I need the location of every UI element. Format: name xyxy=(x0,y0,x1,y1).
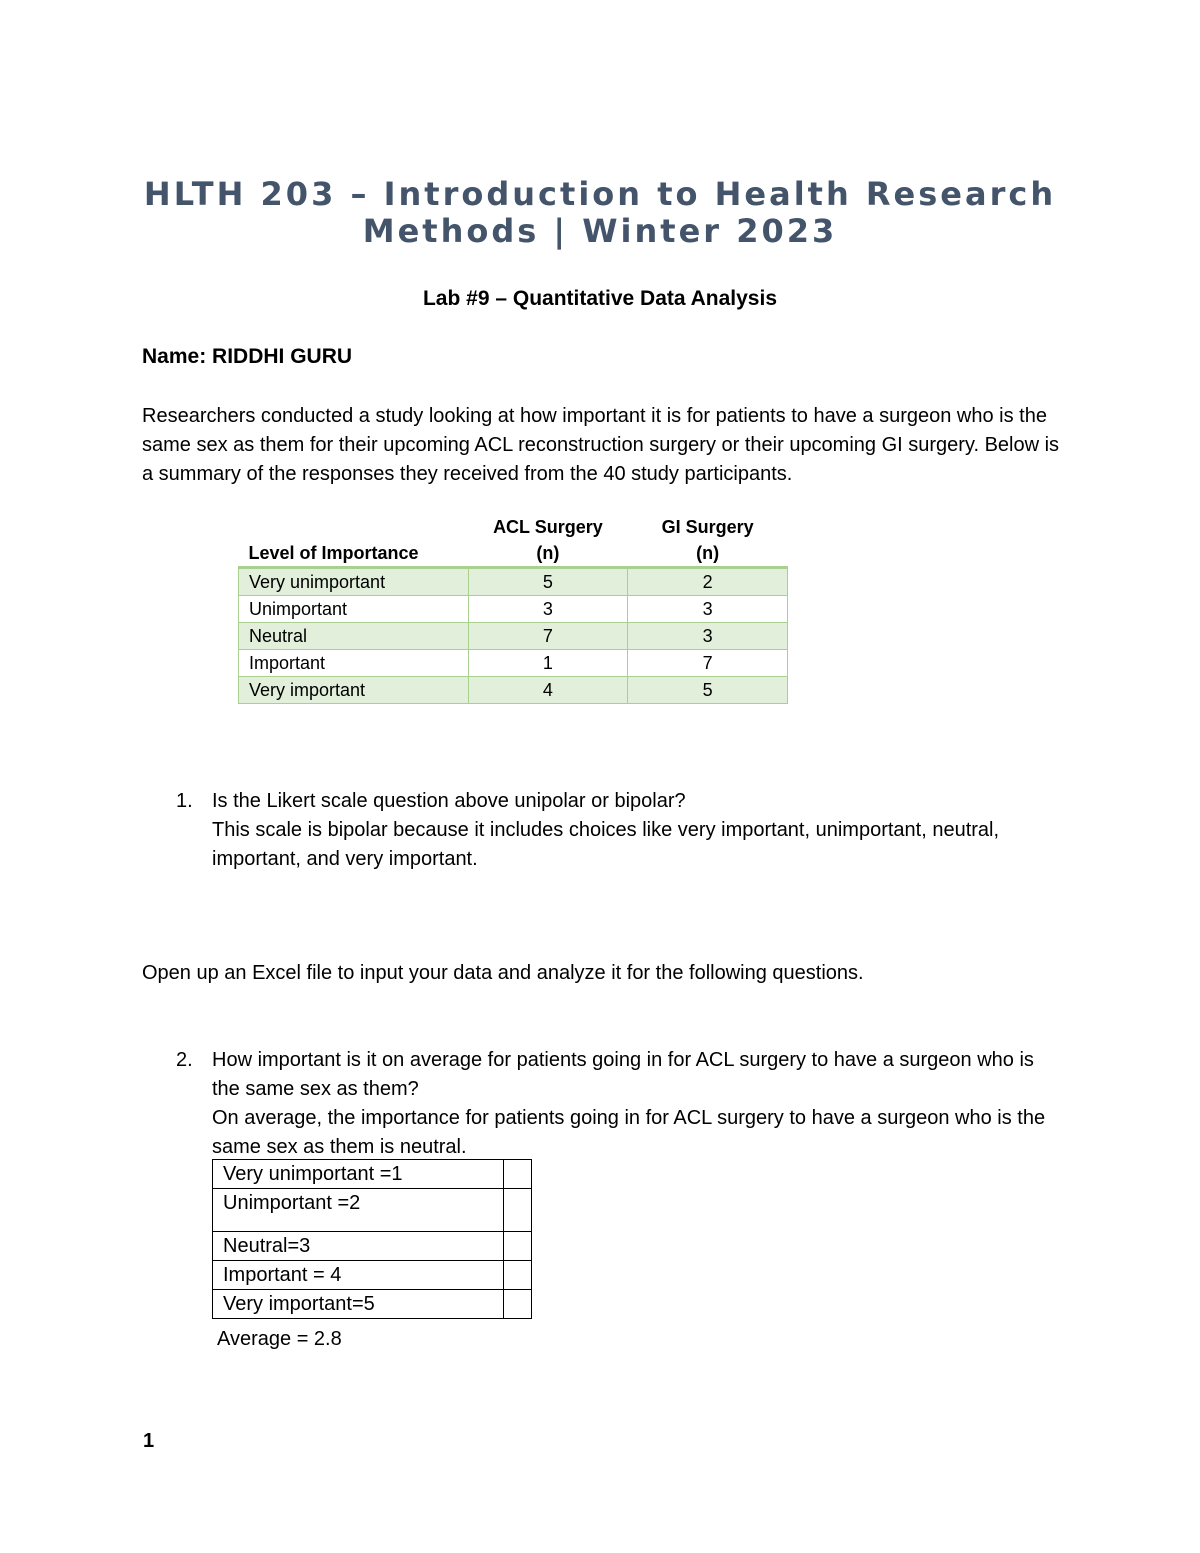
level-cell: Neutral xyxy=(239,623,469,650)
table-row xyxy=(239,596,788,623)
excel-instruction: Open up an Excel file to input your data and analyze it for the following questions. xyxy=(142,962,864,984)
table-row xyxy=(239,568,788,596)
gi-count-cell: 2 xyxy=(628,568,788,596)
table-row xyxy=(239,677,788,704)
table-row xyxy=(213,1261,532,1290)
gi-count-cell: 3 xyxy=(628,623,788,650)
header-acl-surgery xyxy=(468,514,628,568)
page-title-line-1: HLTH 203 – Introduction to Health Research xyxy=(143,175,1057,213)
table-row xyxy=(239,650,788,677)
coding-value-cell xyxy=(504,1189,532,1232)
student-name: Name: RIDDHI GURU xyxy=(142,345,353,368)
acl-count-cell: 1 xyxy=(468,650,628,677)
level-cell: Unimportant xyxy=(239,596,469,623)
level-cell: Very important xyxy=(239,677,469,704)
coding-label-cell: Very unimportant =1 xyxy=(213,1160,504,1189)
question-1-text: Is the Likert scale question above unipolar or bipolar? xyxy=(212,790,686,812)
average-result: Average = 2.8 xyxy=(217,1328,342,1350)
table-row xyxy=(213,1189,532,1232)
question-1-answer: This scale is bipolar because it includes choices like very important, unimportant, neutral, important, and very important. xyxy=(212,819,1000,870)
table-row xyxy=(213,1160,532,1189)
coding-label-cell: Neutral=3 xyxy=(213,1232,504,1261)
importance-summary-table xyxy=(238,514,788,704)
coding-label-cell: Important = 4 xyxy=(213,1261,504,1290)
coding-value-cell xyxy=(504,1232,532,1261)
intro-paragraph: Researchers conducted a study looking at how important it is for patients to have a surgeon who is the same sex as them for their upcoming ACL reconstruction surgery or their upcoming GI surgery. Below is a summary of the responses they received from the 40 study participants. xyxy=(142,405,1060,485)
header-level-of-importance: Level of Importance xyxy=(248,543,419,563)
acl-count-cell: 4 xyxy=(468,677,628,704)
gi-count-cell: 5 xyxy=(628,677,788,704)
coding-value-cell xyxy=(504,1261,532,1290)
header-acl-line1: ACL Surgery xyxy=(493,517,603,537)
coding-label-cell: Unimportant =2 xyxy=(213,1189,504,1232)
acl-count-cell: 7 xyxy=(468,623,628,650)
table-row xyxy=(213,1290,532,1319)
likert-coding-table xyxy=(212,1159,532,1319)
page-title-line-2: Methods | Winter 2023 xyxy=(362,212,838,250)
gi-count-cell: 7 xyxy=(628,650,788,677)
level-cell: Very unimportant xyxy=(239,568,469,596)
header-acl-line2: (n) xyxy=(536,543,560,563)
question-2-answer: On average, the importance for patients going in for ACL surgery to have a surgeon who is the same sex as them is neutral. xyxy=(212,1107,1046,1158)
acl-count-cell: 5 xyxy=(468,568,628,596)
question-1-number: 1. xyxy=(176,790,193,812)
gi-count-cell: 3 xyxy=(628,596,788,623)
acl-count-cell: 3 xyxy=(468,596,628,623)
level-cell: Important xyxy=(239,650,469,677)
table-row xyxy=(239,623,788,650)
table-header-row xyxy=(239,514,788,568)
coding-value-cell xyxy=(504,1290,532,1319)
coding-value-cell xyxy=(504,1160,532,1189)
question-2-text: How important is it on average for patients going in for ACL surgery to have a surgeon who is the same sex as them? xyxy=(212,1049,1034,1100)
page-number: 1 xyxy=(143,1430,155,1452)
lab-title: Lab #9 – Quantitative Data Analysis xyxy=(422,287,778,310)
question-2-number: 2. xyxy=(176,1049,193,1071)
coding-label-cell: Very important=5 xyxy=(213,1290,504,1319)
header-gi-line2: (n) xyxy=(696,543,720,563)
table-row xyxy=(213,1232,532,1261)
header-gi-surgery xyxy=(628,514,788,568)
header-gi-line1: GI Surgery xyxy=(661,517,754,537)
